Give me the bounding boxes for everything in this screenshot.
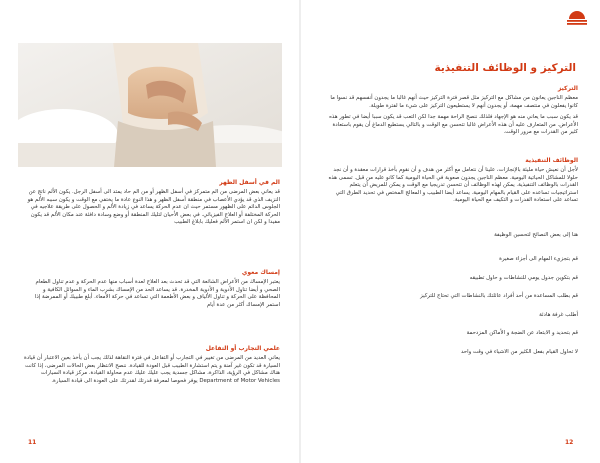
tips-intro — [322, 232, 578, 244]
list-item: أطلب غرفة هادئة — [539, 311, 578, 318]
list-item: لا تحاول القيام بفعل الكثير من الاشياء في وقت واحد — [460, 348, 578, 355]
tips-list — [322, 256, 578, 368]
list-item: قم بتجزيء المهام الى أجزاء صغيرة — [499, 256, 578, 262]
page-number-left: 11 — [28, 439, 37, 446]
section-constipation — [22, 268, 280, 313]
section-paragraph: يعاني العديد من المرضى من تغيير في التجارب أو التفاعل في فترة النقاهة لذلك يجب أن يأخذ بعين الاعتبار أن قيادة السيارة قد تكون غير آمنة و يتم استشارة الطبيب قبل العودة للقيادة. ننصح الانتظار بعض الحالات المرضى، إذا كانت هناك مشاكل في الرؤية، الذاكرة، مشاكل جسدية يجب عليك عليك عدم محاولة القيادة. مركز قيادة السيارات Department of Motor Vehicles يوفر فحوصا لمعرفة قدرتك لقدرتك على العودة الى قيادة السيارة. — [24, 355, 280, 384]
section-concentration — [322, 84, 578, 141]
page-number-right: 12 — [565, 439, 574, 446]
section-lower-back-pain — [22, 178, 280, 231]
section-paragraph: قد يكون سبب ما يعاني منه هو الإجهاد فلذلك ننصح الراحة مهمة جدا لكن التعب قد يكون سببا أيضا في تطور هذه الأعراض. من المتعارف عليه أن هذه الأعراض غالبا تتحسن مع الوقت و بالتالي يستطيع الدماغ أن يقوم باستعادة كثير من القدرات مع مرور الوقت. — [329, 114, 578, 136]
section-driving — [22, 344, 280, 389]
section-paragraph: يعتبر الإمساك من الأعراض الشائعة التي قد تحدث بعد العلاج لعدة أسباب منها عدم الحركة و عدم تناول الطعام الصحي و أيضا تناول الأدوية و الأدوية المخدرة. قد يساعد الحد من الإمساك بشرب الماء و السوائل الكافية و المحافظة على الحركة و تناول الألياف و بعض الأطعمة التي تساعد في حركة الأمعاء. أبلغ طبيبك أو الممرضة إذا استمر الإمساك أكثر من عدة أيام — [34, 279, 280, 308]
section-heading: علمي التجارب أو التفاعل — [205, 345, 280, 352]
back-pain-photo — [18, 43, 282, 167]
tips-intro-text: هنا إلى بعض النصائح لتحسين الوظيفة — [494, 232, 578, 238]
section-heading: الم في أسفل الظهر — [219, 179, 280, 186]
page-gutter — [299, 0, 301, 463]
page-title: التركيز و الوظائف التنفيذية — [434, 62, 576, 74]
section-heading: الوظائف التنفيذية — [525, 157, 578, 164]
list-item: قم بتحديد و الابتعاد عن الضجة و الأماكن المزدحمة — [466, 330, 578, 337]
list-item: قم بتكوين جدول يومي للنشاطات و حاول تطبيقه — [469, 274, 578, 281]
section-paragraph: لأجل أن نعيش حياة مليئة بالإنجازات، علينا أن نتعامل مع أكثر من هدف و أن نقوم بأخذ قرارات معقدة و أن نجد حلولا للمشاكل الحياتية اليومية. معظم الناجين يجدون صعوبة في الحياة اليومية كما كانو عليه من قبل. تسمى هذه القدرات بالوظائف التنفيذية. يمكن لهذه الوظائف أن تتحسن تدريجيا مع الوقت و يمكن للمريض أن يتعلم استراتيجيات تساعده على القيام بالمهام اليومية. يساعد أيضا الطبيب و المعالج المختص في تحديد الطرق التي تساعد على استعادة القدرات و التكيف مع الحياة اليومية. — [328, 167, 578, 204]
section-executive-functions — [322, 156, 578, 209]
list-item: قم بطلب المساعدة من أحد أفراد عائلتك بالنشاطات التي تحتاج للتركيز — [420, 293, 578, 300]
section-heading: إمساك معوي — [241, 269, 280, 276]
publisher-logo-icon — [566, 8, 588, 26]
section-heading: التركيز — [557, 85, 578, 92]
section-paragraph: قد يعاني بعض المرضى من الم متمركز في أسفل الظهر أو من الم حاد يمتد الى أسفل الرجل. يكون الألم ناتج عن النزيف الذي قد يؤدي الأعصاب في منطقة أسفل الظهر و هذا النوع عادة ما يختفي مع الوقت و يكون سببه الألم هو الجلوس الدائم على الظهور مستمر حيث ان عدم الحركة يساعد في زيادة الألم و الحصول على طريقة علاجيه في الحركة المختلفة أو العلاج الفيزيائي. في بعض الأحيان لتليك المنطقة أو وضع وسادة دافئة عند مكان الألم قد يكون مفيدا و لكن ان استمر الألم فعليك بابلاغ الطبيب — [27, 189, 280, 226]
section-paragraph: معظم الناجين يعانون من مشاكل مع التركيز مثل قصر فترة التركيز حيث أنهم غالبا ما يجدون أنفسهم قد نسوا ما كانوا يفعلون في منتصف مهمة، أو يجدون أنهم لا يستطيعون التركيز على شيء ما لفترة طويلة. — [330, 95, 578, 109]
